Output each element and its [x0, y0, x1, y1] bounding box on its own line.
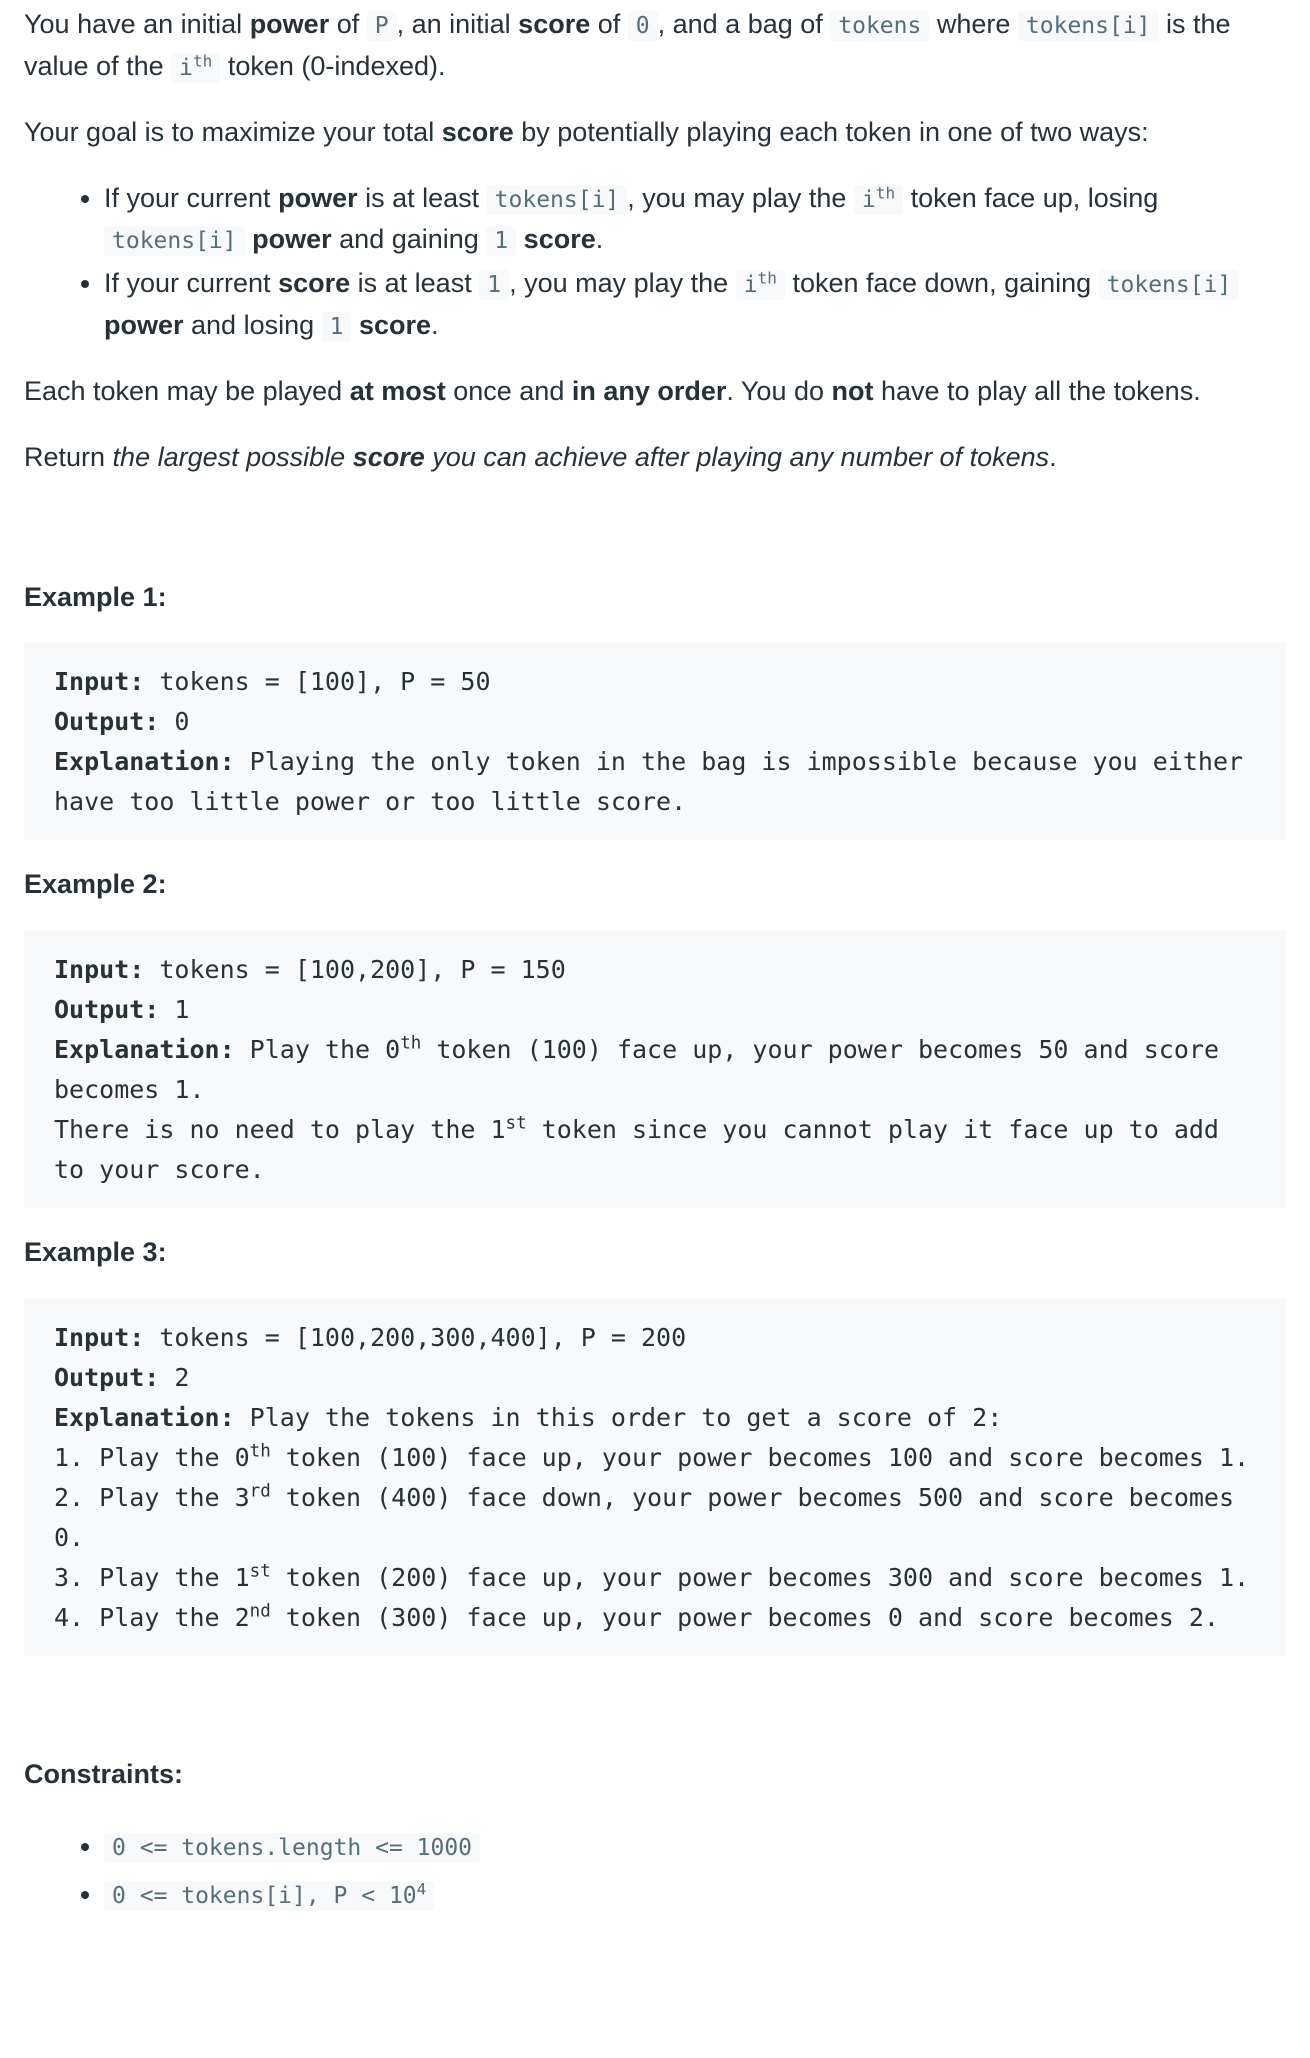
bold-text: power	[252, 224, 332, 255]
superscript: th	[400, 1033, 422, 1054]
explanation-text: Play the 0	[234, 1035, 401, 1065]
text: is at least	[357, 182, 487, 213]
text	[351, 310, 359, 340]
output-value: 2	[159, 1363, 190, 1393]
inline-code	[171, 53, 220, 83]
bold-text: score	[523, 224, 596, 255]
text	[516, 224, 524, 254]
bold-text: in any order	[571, 375, 727, 406]
inline-code: 1	[479, 270, 509, 300]
bold-text: not	[831, 375, 874, 406]
text	[245, 224, 253, 254]
text: .	[431, 310, 439, 341]
text: If your current	[104, 268, 279, 299]
text: Your goal is to maximize your total	[24, 116, 442, 147]
text: have to play all the tokens.	[873, 375, 1201, 406]
text: .	[1049, 441, 1057, 472]
text: . You do	[726, 375, 832, 406]
text: , an initial	[396, 9, 519, 39]
text: i	[861, 186, 876, 213]
step-text: 1. Play the 0	[54, 1443, 250, 1473]
bold-text: score	[441, 116, 514, 147]
text: is the value of the	[24, 9, 1231, 81]
bold-text: score	[359, 310, 432, 341]
text: of	[329, 9, 367, 39]
step-text: token (100) face up, your power becomes 100 and score becomes 1.	[270, 1443, 1250, 1473]
text: , you may play the	[509, 268, 736, 299]
step-text: 2. Play the 3	[54, 1483, 250, 1513]
text: and losing	[183, 310, 322, 341]
inline-code: tokens[i]	[104, 226, 245, 256]
rule-face-down	[104, 263, 1286, 347]
input-value: tokens = [100,200,300,400], P = 200	[144, 1323, 687, 1353]
italic-text	[113, 442, 1050, 472]
example-1-heading: Example 1:	[24, 581, 167, 612]
input-value: tokens = [100,200], P = 150	[144, 955, 566, 985]
explanation-text: Playing the only token in the bag is impossible because you either have too little power or too little score.	[54, 747, 1259, 817]
step-text: token (400) face down, your power becomes 500 and score becomes 0.	[54, 1483, 1250, 1553]
superscript: rd	[249, 1481, 271, 1502]
superscript: th	[192, 51, 213, 71]
example-2-heading: Example 2:	[24, 869, 167, 900]
step-text: 3. Play the 1	[54, 1563, 250, 1593]
inline-code: 0	[628, 11, 658, 41]
inline-code: 1	[486, 226, 516, 256]
inline-code	[854, 182, 903, 215]
inline-code: 0 <= tokens.length <= 1000	[104, 1833, 480, 1863]
step-text: token (300) face up, your power becomes 0 and score becomes 2.	[270, 1603, 1219, 1633]
constraint-item	[104, 1874, 1286, 1916]
goal-paragraph	[24, 112, 1286, 154]
example-2-block	[24, 930, 1286, 1208]
bold-text: power	[249, 9, 330, 39]
text: token face up, losing	[903, 182, 1159, 213]
superscript: st	[249, 1561, 271, 1582]
text: 0 <= tokens[i], P < 10	[112, 1882, 417, 1909]
input-label: Input:	[54, 667, 145, 697]
text: and gaining	[331, 224, 487, 255]
input-value: tokens = [100], P = 50	[144, 667, 491, 697]
input-label: Input:	[54, 955, 145, 985]
rules-list	[24, 178, 1286, 347]
inline-code: 1	[322, 312, 352, 342]
text: , you may play the	[627, 182, 854, 213]
explanation-text: Play the tokens in this order to get a score of 2:	[234, 1403, 1003, 1433]
inline-code: tokens[i]	[1018, 11, 1159, 41]
superscript: st	[505, 1113, 527, 1134]
intro-paragraph	[24, 4, 1286, 88]
example-1-block	[24, 642, 1286, 840]
superscript: 4	[416, 1879, 427, 1899]
text: token face down, gaining	[784, 268, 1099, 299]
text: , and a bag of	[657, 9, 831, 39]
input-label: Input:	[54, 1323, 145, 1353]
bold-text: score	[352, 441, 425, 472]
text: i	[743, 272, 758, 299]
step-text: token (200) face up, your power becomes 300 and score becomes 1.	[270, 1563, 1250, 1593]
order-paragraph	[24, 371, 1286, 413]
explanation-label: Explanation:	[54, 1035, 235, 1065]
bold-text: power	[278, 182, 358, 213]
text: by potentially playing each token in one of two ways:	[513, 116, 1149, 147]
superscript: th	[249, 1441, 271, 1462]
inline-code: tokens[i]	[1099, 270, 1240, 300]
text: once and	[445, 375, 572, 406]
output-value: 1	[159, 995, 190, 1025]
text: If your current	[104, 182, 279, 213]
superscript: th	[757, 268, 777, 288]
text: the largest possible	[112, 441, 353, 472]
constraints-list	[24, 1826, 1286, 1916]
example-3-heading: Example 3:	[24, 1237, 167, 1268]
text: token (0-indexed).	[220, 50, 446, 81]
bold-text: score	[518, 9, 591, 39]
inline-code: P	[367, 11, 397, 41]
bold-text: score	[278, 268, 351, 299]
bold-text: power	[104, 310, 184, 341]
bold-text: at most	[349, 375, 446, 406]
output-value: 0	[159, 707, 190, 737]
inline-code	[736, 270, 785, 300]
output-label: Output:	[54, 1363, 160, 1393]
explanation-text: token since you cannot play it face up to add to your score.	[54, 1115, 1235, 1185]
output-label: Output:	[54, 995, 160, 1025]
explanation-label: Explanation:	[54, 747, 235, 777]
text: You have an initial	[24, 9, 250, 39]
text: i	[179, 54, 193, 81]
explanation-text: There is no need to play the 1	[54, 1115, 506, 1145]
example-3-block	[24, 1298, 1286, 1656]
return-paragraph	[24, 437, 1286, 479]
step-text: 4. Play the 2	[54, 1603, 250, 1633]
text: .	[595, 224, 604, 255]
text: is at least	[350, 268, 480, 299]
text: you can achieve after playing any number of tokens	[424, 441, 1050, 472]
constraint-item	[104, 1826, 1286, 1868]
inline-code: tokens[i]	[487, 185, 628, 215]
constraints-heading: Constraints:	[24, 1759, 184, 1790]
superscript: th	[875, 182, 896, 202]
text: Each token may be played	[24, 375, 350, 406]
explanation-label: Explanation:	[54, 1403, 235, 1433]
superscript: nd	[249, 1601, 271, 1622]
output-label: Output:	[54, 707, 160, 737]
explanation-text: token (100) face up, your power becomes 50 and score becomes 1.	[54, 1035, 1235, 1105]
inline-code	[104, 1881, 434, 1911]
text: of	[590, 9, 628, 39]
inline-code: tokens	[830, 11, 929, 41]
text: where	[929, 9, 1018, 39]
text: Return	[24, 441, 113, 472]
rule-face-up	[104, 178, 1286, 262]
